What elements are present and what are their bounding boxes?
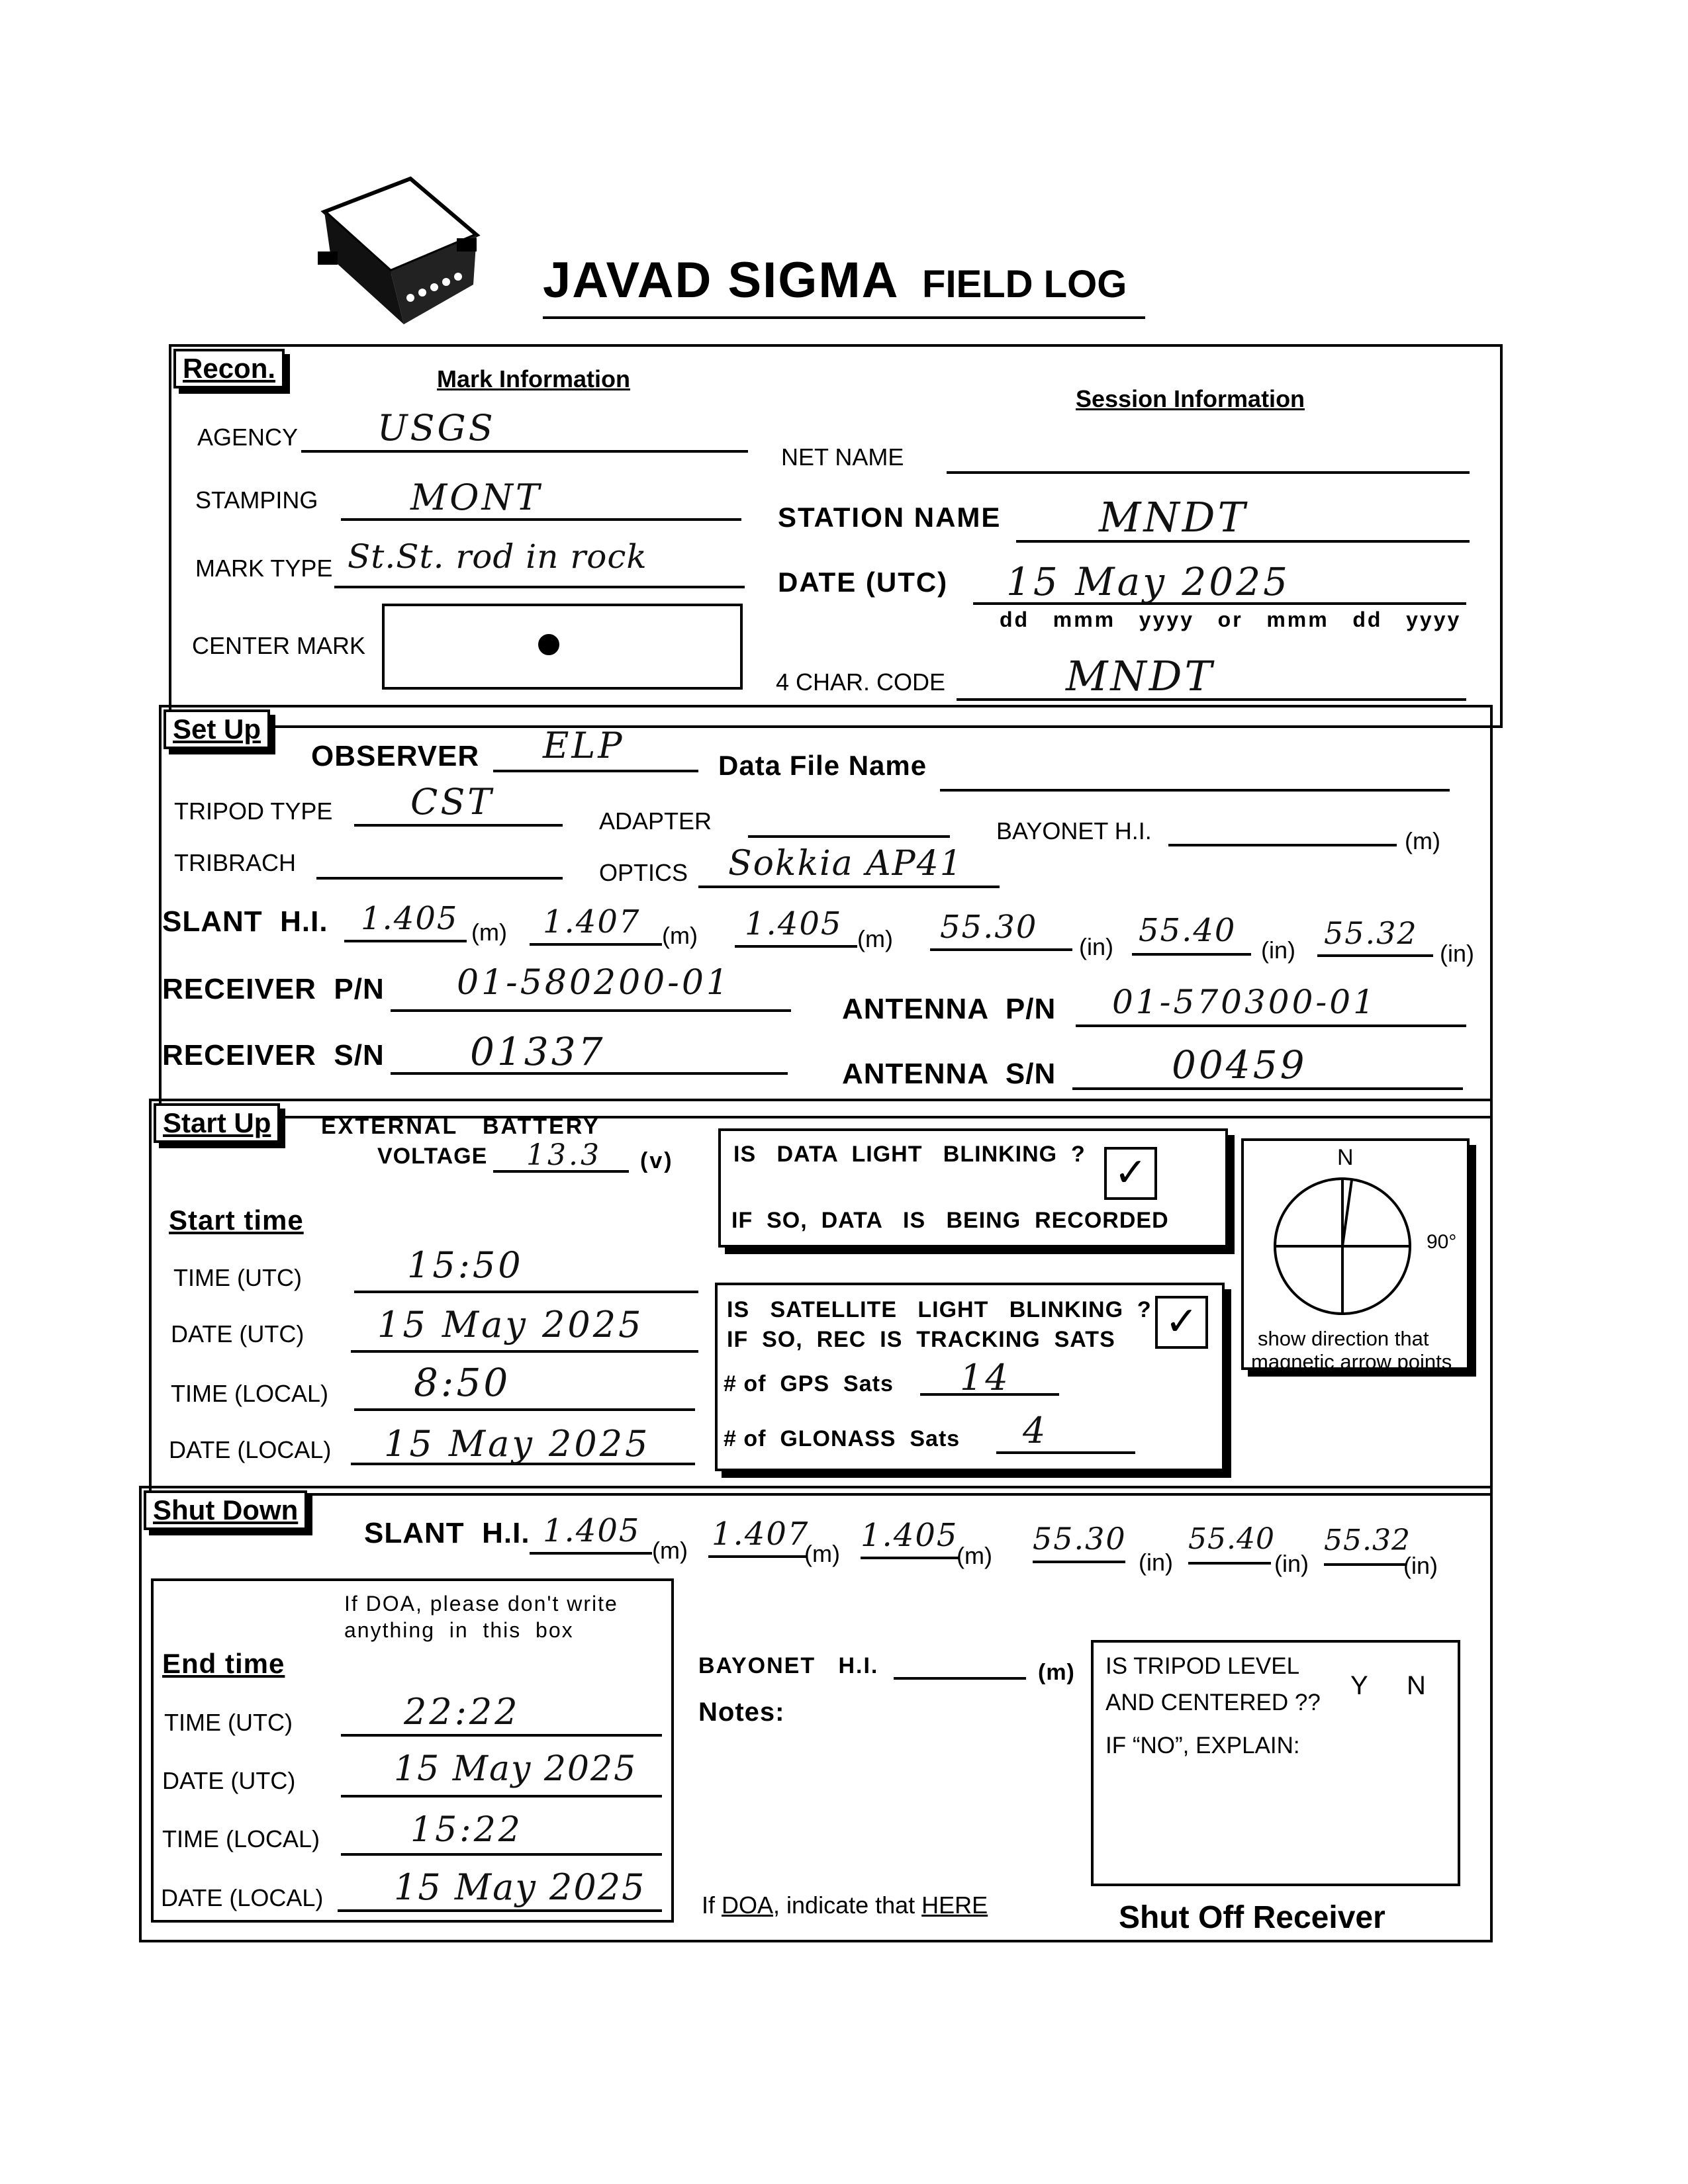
title-main: JAVAD SIGMA xyxy=(543,252,900,308)
slant-unit-3: (m) xyxy=(857,925,893,952)
sd-slant-value-6[interactable]: 55.32 xyxy=(1324,1524,1411,1557)
shutdown-tag: Shut Down xyxy=(144,1490,307,1530)
tripod-type-label: TRIPOD TYPE xyxy=(174,797,333,825)
char-code-label: 4 CHAR. CODE xyxy=(776,668,946,696)
optics-line xyxy=(698,886,1000,888)
optics-value[interactable]: Sokkia AP41 xyxy=(728,844,963,884)
doa-indicate-here[interactable]: HERE xyxy=(921,1891,988,1919)
sat-light-note: IF SO, REC IS TRACKING SATS xyxy=(727,1327,1115,1352)
tripod-type-value[interactable]: CST xyxy=(410,781,494,823)
slant-line-2 xyxy=(530,943,662,946)
receiver-pn-value[interactable]: 01-580200-01 xyxy=(457,963,731,1003)
page-title xyxy=(543,251,1127,309)
data-file-line xyxy=(940,789,1450,792)
adapter-label: ADAPTER xyxy=(599,807,712,835)
compass-note-1: show direction that xyxy=(1258,1327,1429,1350)
antenna-sn-value[interactable]: 00459 xyxy=(1172,1042,1307,1087)
sd-bayonet-label: BAYONET H.I. xyxy=(698,1653,879,1678)
receiver-sn-label: RECEIVER S/N xyxy=(162,1039,385,1071)
start-date-utc-value[interactable]: 15 May 2025 xyxy=(377,1304,644,1345)
glonass-sats-value[interactable]: 4 xyxy=(1023,1410,1049,1451)
setup-tag: Set Up xyxy=(164,709,270,749)
sd-slant-value-1[interactable]: 1.405 xyxy=(543,1512,641,1549)
start-date-utc-label: DATE (UTC) xyxy=(171,1320,305,1347)
slant-unit-5: (in) xyxy=(1261,936,1295,964)
start-time-utc-line xyxy=(354,1291,698,1293)
end-time-utc-value[interactable]: 22:22 xyxy=(404,1691,520,1733)
slant-unit-4: (in) xyxy=(1079,933,1113,960)
adapter-line xyxy=(748,835,950,838)
compass-diagram[interactable] xyxy=(1270,1175,1422,1320)
slant-line-3 xyxy=(735,945,857,948)
compass-90-label: 90° xyxy=(1427,1231,1457,1253)
doa-indicate[interactable] xyxy=(702,1891,988,1919)
center-mark-symbol xyxy=(538,634,559,655)
end-time-heading: End time xyxy=(162,1648,285,1679)
end-date-local-line xyxy=(338,1909,662,1912)
sd-slant-unit-5: (in) xyxy=(1274,1550,1309,1577)
sd-slant-unit-6: (in) xyxy=(1403,1552,1438,1579)
tripod-explain: IF “NO”, EXPLAIN: xyxy=(1105,1733,1300,1758)
slant-value-3[interactable]: 1.405 xyxy=(745,905,843,942)
antenna-pn-label: ANTENNA P/N xyxy=(842,993,1056,1025)
char-code-value[interactable]: MNDT xyxy=(1066,652,1215,700)
sd-slant-line-2 xyxy=(708,1555,808,1558)
tribrach-label: TRIBRACH xyxy=(174,849,297,876)
antenna-sn-label: ANTENNA S/N xyxy=(842,1058,1056,1090)
voltage-value[interactable]: 13.3 xyxy=(526,1138,602,1172)
data-light-note: IF SO, DATA IS BEING RECORDED xyxy=(731,1208,1169,1233)
mark-info-heading: Mark Information xyxy=(437,365,631,392)
sd-slant-unit-4: (in) xyxy=(1139,1549,1173,1576)
date-utc-label: DATE (UTC) xyxy=(778,567,949,598)
center-mark-label: CENTER MARK xyxy=(192,632,366,659)
net-name-label: NET NAME xyxy=(781,443,904,471)
shut-off-receiver: Shut Off Receiver xyxy=(1119,1900,1385,1935)
stamping-value[interactable]: MONT xyxy=(410,477,542,518)
doa-indicate-prefix: If xyxy=(702,1891,722,1919)
bayonet-label: BAYONET H.I. xyxy=(996,817,1152,844)
antenna-sn-line xyxy=(1072,1087,1463,1090)
slant-value-4[interactable]: 55.30 xyxy=(940,909,1038,946)
end-date-utc-value[interactable]: 15 May 2025 xyxy=(394,1749,637,1789)
date-utc-value[interactable]: 15 May 2025 xyxy=(1006,559,1291,604)
agency-value[interactable]: USGS xyxy=(377,407,496,449)
compass-north-label: N xyxy=(1337,1145,1354,1170)
observer-line xyxy=(493,770,698,772)
sat-light-checkbox[interactable]: ✓ xyxy=(1155,1296,1208,1349)
end-date-utc-label: DATE (UTC) xyxy=(162,1767,296,1794)
tripod-type-line xyxy=(354,824,563,827)
end-time-local-line xyxy=(341,1853,662,1856)
start-date-local-label: DATE (LOCAL) xyxy=(169,1436,332,1463)
tribrach-line xyxy=(316,877,563,880)
antenna-pn-line xyxy=(1076,1024,1466,1027)
antenna-pn-value[interactable]: 01-570300-01 xyxy=(1112,983,1377,1021)
sd-slant-line-3 xyxy=(861,1557,960,1559)
sd-bayonet-line xyxy=(894,1677,1026,1680)
sd-bayonet-unit: (m) xyxy=(1038,1660,1075,1685)
end-date-local-value[interactable]: 15 May 2025 xyxy=(394,1866,646,1908)
recon-tag: Recon. xyxy=(173,349,285,388)
sd-slant-unit-2: (m) xyxy=(804,1540,840,1567)
slant-line-6 xyxy=(1317,954,1433,957)
ext-battery-label: EXTERNAL BATTERY xyxy=(321,1114,600,1139)
start-time-local-value[interactable]: 8:50 xyxy=(414,1360,511,1405)
tripod-yes-option[interactable]: Y xyxy=(1350,1671,1368,1700)
notes-area[interactable] xyxy=(698,1734,1069,1880)
end-date-utc-line xyxy=(341,1795,662,1797)
data-light-checkbox[interactable]: ✓ xyxy=(1104,1147,1157,1200)
sd-slant-line-4 xyxy=(1033,1561,1125,1563)
observer-value[interactable]: ELP xyxy=(543,725,625,766)
slant-line-1 xyxy=(344,940,467,942)
tripod-no-option[interactable]: N xyxy=(1407,1671,1426,1700)
net-name-line xyxy=(947,471,1470,474)
doa-indicate-doa: DOA xyxy=(722,1891,774,1919)
slant-line-4 xyxy=(930,948,1072,951)
sd-slant-line-1 xyxy=(530,1552,652,1555)
gps-sats-value[interactable]: 14 xyxy=(960,1357,1011,1398)
data-file-label: Data File Name xyxy=(718,750,927,781)
start-time-heading: Start time xyxy=(169,1205,304,1236)
title-sub: FIELD LOG xyxy=(922,263,1127,306)
agency-label: AGENCY xyxy=(197,424,299,451)
end-date-local-label: DATE (LOCAL) xyxy=(161,1884,324,1911)
start-time-utc-label: TIME (UTC) xyxy=(173,1264,302,1291)
title-underline xyxy=(543,316,1145,319)
stamping-label: STAMPING xyxy=(195,486,318,514)
bayonet-line xyxy=(1168,844,1397,846)
session-info-heading: Session Information xyxy=(1076,385,1305,412)
doa-note-1: If DOA, please don't write xyxy=(344,1592,618,1615)
notes-label: Notes: xyxy=(698,1698,785,1727)
station-name-label: STATION NAME xyxy=(778,502,1002,533)
glonass-sats-label: # of GLONASS Sats xyxy=(724,1426,961,1451)
glonass-sats-line xyxy=(996,1451,1135,1454)
slant-unit-6: (in) xyxy=(1440,940,1474,967)
end-time-utc-line xyxy=(341,1734,662,1737)
sd-slant-value-2[interactable]: 1.407 xyxy=(712,1516,810,1553)
doa-indicate-mid: , indicate that xyxy=(773,1891,922,1919)
date-format-hint: dd mmm yyyy or mmm dd yyyy xyxy=(1000,608,1462,631)
gps-sats-label: # of GPS Sats xyxy=(724,1371,894,1396)
slant-value-6[interactable]: 55.32 xyxy=(1324,915,1418,951)
sd-slant-value-4[interactable]: 55.30 xyxy=(1033,1521,1127,1557)
tripod-q-2: AND CENTERED ?? xyxy=(1105,1690,1321,1715)
stamping-line xyxy=(341,518,741,521)
station-name-value[interactable]: MNDT xyxy=(1099,493,1248,541)
start-time-local-line xyxy=(354,1408,695,1411)
sd-slant-value-5[interactable]: 55.40 xyxy=(1188,1522,1275,1556)
voltage-unit: (v) xyxy=(640,1148,674,1173)
mark-type-line xyxy=(334,586,745,588)
slant-label: SLANT H.I. xyxy=(162,905,328,938)
slant-unit-2: (m) xyxy=(662,922,698,949)
slant-unit-1: (m) xyxy=(471,919,507,946)
receiver-sn-value[interactable]: 01337 xyxy=(470,1029,606,1074)
receiver-device-image xyxy=(305,172,483,338)
compass-note-2: magnetic arrow points xyxy=(1251,1350,1452,1373)
end-time-utc-label: TIME (UTC) xyxy=(164,1709,293,1736)
data-light-question: IS DATA LIGHT BLINKING ? xyxy=(733,1142,1086,1167)
voltage-label: VOLTAGE xyxy=(377,1144,488,1169)
bayonet-unit: (m) xyxy=(1405,827,1440,854)
start-date-local-value[interactable]: 15 May 2025 xyxy=(384,1423,651,1465)
startup-tag: Start Up xyxy=(154,1103,280,1143)
start-date-utc-line xyxy=(351,1350,698,1353)
sd-slant-value-3[interactable]: 1.405 xyxy=(861,1517,959,1554)
slant-value-2[interactable]: 1.407 xyxy=(543,903,641,940)
start-time-utc-value[interactable]: 15:50 xyxy=(407,1244,524,1286)
sd-slant-line-6 xyxy=(1324,1563,1407,1566)
start-time-local-label: TIME (LOCAL) xyxy=(171,1380,329,1407)
end-time-local-label: TIME (LOCAL) xyxy=(162,1825,320,1852)
sat-light-question: IS SATELLITE LIGHT BLINKING ? xyxy=(727,1297,1152,1322)
center-mark-box xyxy=(382,604,743,690)
receiver-pn-line xyxy=(391,1009,791,1012)
sd-slant-line-5 xyxy=(1188,1562,1271,1565)
sd-slant-unit-1: (m) xyxy=(652,1537,688,1564)
mark-type-label: MARK TYPE xyxy=(195,555,333,582)
shutdown-slant-label: SLANT H.I. xyxy=(364,1517,530,1549)
optics-label: OPTICS xyxy=(599,859,688,886)
tripod-q-1: IS TRIPOD LEVEL xyxy=(1105,1653,1300,1679)
agency-line xyxy=(301,450,748,453)
doa-note-2: anything in this box xyxy=(344,1618,574,1642)
slant-value-5[interactable]: 55.40 xyxy=(1139,912,1237,949)
receiver-pn-label: RECEIVER P/N xyxy=(162,973,385,1005)
slant-value-1[interactable]: 1.405 xyxy=(361,900,459,937)
observer-label: OBSERVER xyxy=(311,740,480,772)
mark-type-value[interactable]: St.St. rod in rock xyxy=(348,537,647,576)
slant-line-5 xyxy=(1132,953,1251,956)
sd-slant-unit-3: (m) xyxy=(957,1542,992,1569)
end-time-local-value[interactable]: 15:22 xyxy=(410,1810,523,1850)
